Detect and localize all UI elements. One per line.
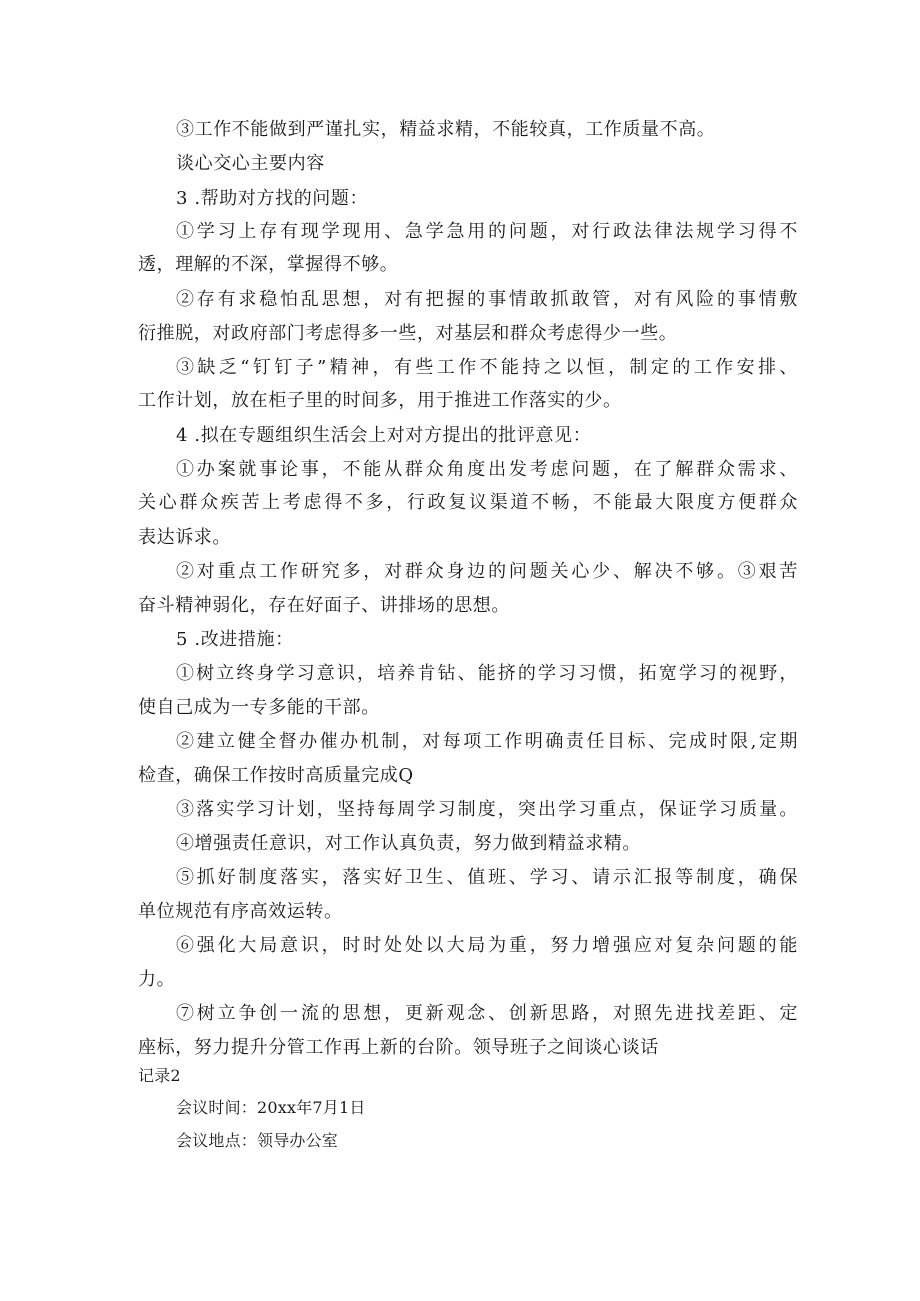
paragraph-line: 工作计划，放在柜子里的时间多，用于推进工作落实的少。 bbox=[138, 390, 622, 411]
paragraph-line: ③工作不能做到严谨扎实，精益求精，不能较真，工作质量不高。 bbox=[176, 119, 716, 140]
paragraph-line: 表达诉求。 bbox=[138, 527, 231, 548]
paragraph-line: ①学习上存有现学现用、急学急用的问题，对行政法律法规学习得不 bbox=[176, 221, 798, 242]
paragraph-line: ①树立终身学习意识，培养肯钻、能挤的学习习惯，拓宽学习的视野， bbox=[176, 663, 798, 684]
meeting-location: 会议地点：领导办公室 bbox=[176, 1131, 339, 1150]
paragraph-line: ②存有求稳怕乱思想，对有把握的事情敢抓敢管，对有风险的事情敷 bbox=[176, 289, 798, 310]
meeting-time: 会议时间：20xx年7月1日 bbox=[176, 1098, 366, 1117]
paragraph-line: 奋斗精神弱化，存在好面子、讲排场的思想。 bbox=[138, 595, 510, 616]
paragraph-line: ①办案就事论事，不能从群众角度出发考虑问题，在了解群众需求、 bbox=[176, 459, 798, 480]
paragraph-line: ⑤抓好制度落实，落实好卫生、值班、学习、请示汇报等制度，确保 bbox=[176, 867, 798, 888]
numbered-heading: 3 .帮助对方找的问题： bbox=[176, 188, 369, 209]
paragraph-line: 单位规范有序高效运转。 bbox=[138, 901, 343, 922]
paragraph-line: 衍推脱，对政府部门考虑得多一些，对基层和群众考虑得少一些。 bbox=[138, 323, 678, 344]
paragraph-line: ⑦树立争创一流的思想，更新观念、创新思路，对照先进找差距、定 bbox=[176, 1003, 798, 1024]
paragraph-line: ②建立健全督办催办机制，对每项工作明确责任目标、完成时限,定期 bbox=[176, 731, 798, 752]
paragraph-line: ⑥强化大局意识，时时处处以大局为重，努力增强应对复杂问题的能 bbox=[176, 935, 798, 956]
paragraph-line: ③缺乏“钉钉子”精神，有些工作不能持之以恒，制定的工作安排、 bbox=[176, 357, 798, 378]
paragraph-line: 检查，确保工作按时高质量完成Q bbox=[138, 765, 414, 786]
record-title: 记录2 bbox=[138, 1066, 181, 1085]
numbered-heading: 5 .改进措施： bbox=[176, 629, 294, 650]
paragraph-line: ②对重点工作研究多，对群众身边的问题关心少、解决不够。③艰苦 bbox=[176, 561, 798, 582]
section-heading: 谈心交心主要内容 bbox=[176, 153, 325, 174]
paragraph-line: ③落实学习计划，坚持每周学习制度，突出学习重点，保证学习质量。 bbox=[176, 799, 798, 820]
paragraph-line: 力。 bbox=[138, 969, 176, 990]
paragraph-line: 座标，努力提升分管工作再上新的台阶。领导班子之间谈心谈话 bbox=[138, 1037, 659, 1058]
paragraph-line: 关心群众疾苦上考虑得不多，行政复议渠道不畅，不能最大限度方便群众 bbox=[138, 492, 798, 513]
paragraph-line: 使自己成为一专多能的干部。 bbox=[138, 697, 380, 718]
paragraph-line: 透，理解的不深，掌握得不够。 bbox=[138, 254, 399, 275]
numbered-heading: 4 .拟在专题组织生活会上对对方提出的批评意见： bbox=[176, 425, 592, 446]
paragraph-line: ④增强责任意识，对工作认真负责，努力做到精益求精。 bbox=[176, 833, 641, 854]
